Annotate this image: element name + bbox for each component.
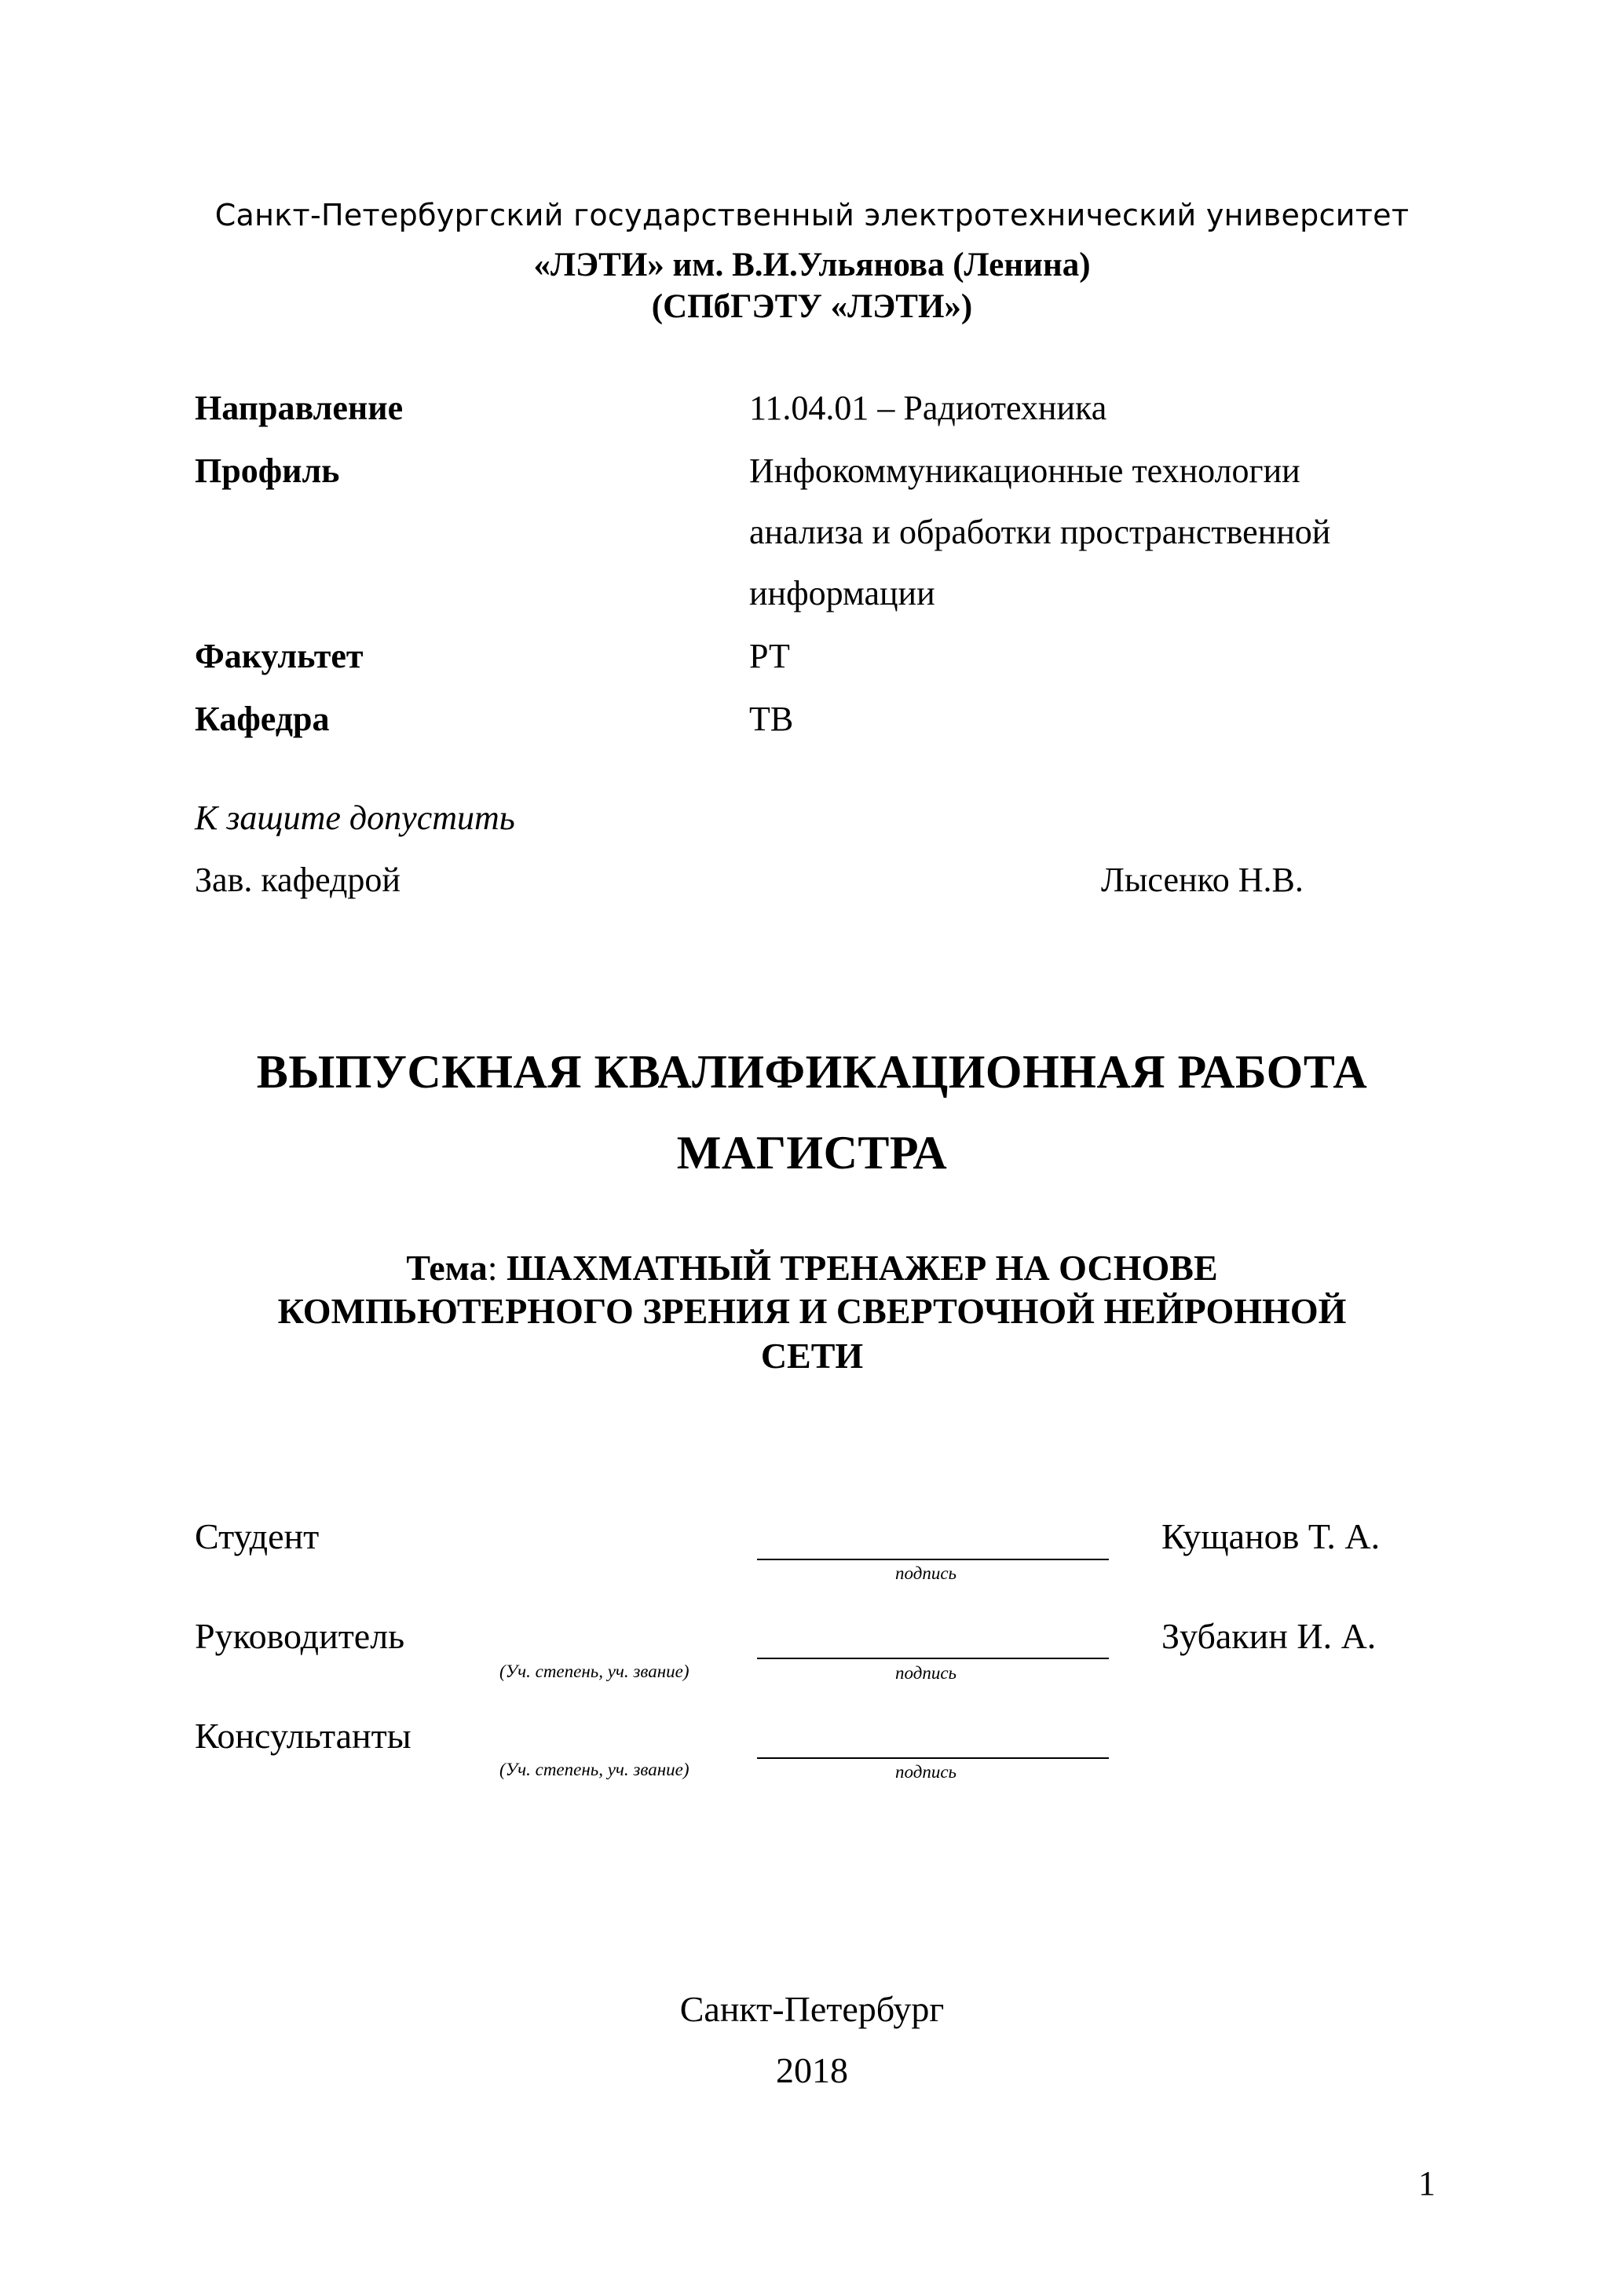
department-value: ТВ	[749, 700, 794, 738]
consultants-signature-hint: подпись	[895, 1762, 957, 1782]
profile-value-line-2: анализа и обработки пространственной	[749, 513, 1331, 551]
student-name: Кущанов Т. А.	[1161, 1516, 1381, 1556]
supervisor-signature-hint: подпись	[895, 1663, 957, 1683]
supervisor-label: Руководитель	[195, 1616, 405, 1656]
theme-line-2: КОМПЬЮТЕРНОГО ЗРЕНИЯ И СВЕРТОЧНОЙ НЕЙРОННОЙ	[277, 1291, 1347, 1331]
work-title-line-2: МАГИСТРА	[676, 1127, 948, 1179]
student-signature-line	[757, 1559, 1109, 1560]
head-of-department-label: Зав. кафедрой	[195, 861, 401, 899]
profile-label: Профиль	[195, 452, 340, 490]
year: 2018	[776, 2050, 848, 2090]
university-abbreviation: (СПбГЭТУ «ЛЭТИ»)	[651, 288, 973, 325]
supervisor-degree-hint: (Уч. степень, уч. звание)	[499, 1662, 689, 1681]
profile-value-line-3: информации	[749, 574, 935, 612]
department-label: Кафедра	[195, 700, 330, 738]
head-of-department-name: Лысенко Н.В.	[1101, 861, 1304, 899]
theme-label: Тема	[406, 1248, 488, 1288]
theme-line-3: СЕТИ	[760, 1336, 864, 1376]
student-signature-hint: подпись	[895, 1563, 957, 1583]
student-label: Студент	[195, 1516, 320, 1556]
direction-value: 11.04.01 – Радиотехника	[749, 389, 1107, 427]
theme-line-1	[0, 1247, 1624, 1289]
supervisor-name: Зубакин И. А.	[1161, 1616, 1377, 1656]
consultants-label: Консультанты	[195, 1716, 411, 1756]
university-full-name: Санкт-Петербургский государственный электротехнический университет	[214, 198, 1410, 232]
theme-colon: :	[487, 1248, 498, 1288]
consultants-signature-line	[757, 1757, 1109, 1759]
page-number: 1	[1418, 2164, 1436, 2203]
theme-text-line-1: ШАХМАТНЫЙ ТРЕНАЖЕР НА ОСНОВЕ	[506, 1248, 1218, 1288]
work-title-line-1: ВЫПУСКНАЯ КВАЛИФИКАЦИОННАЯ РАБОТА	[256, 1046, 1368, 1098]
profile-value-line-1: Инфокоммуникационные технологии	[749, 452, 1300, 490]
city: Санкт-Петербург	[679, 1989, 945, 2029]
supervisor-signature-line	[757, 1658, 1109, 1659]
direction-label: Направление	[195, 389, 404, 427]
approval-note: К защите допустить	[195, 799, 515, 837]
university-short-name: «ЛЭТИ» им. В.И.Ульянова (Ленина)	[533, 247, 1091, 283]
faculty-label: Факультет	[195, 637, 364, 675]
consultants-degree-hint: (Уч. степень, уч. звание)	[499, 1760, 689, 1779]
faculty-value: РТ	[749, 637, 790, 675]
